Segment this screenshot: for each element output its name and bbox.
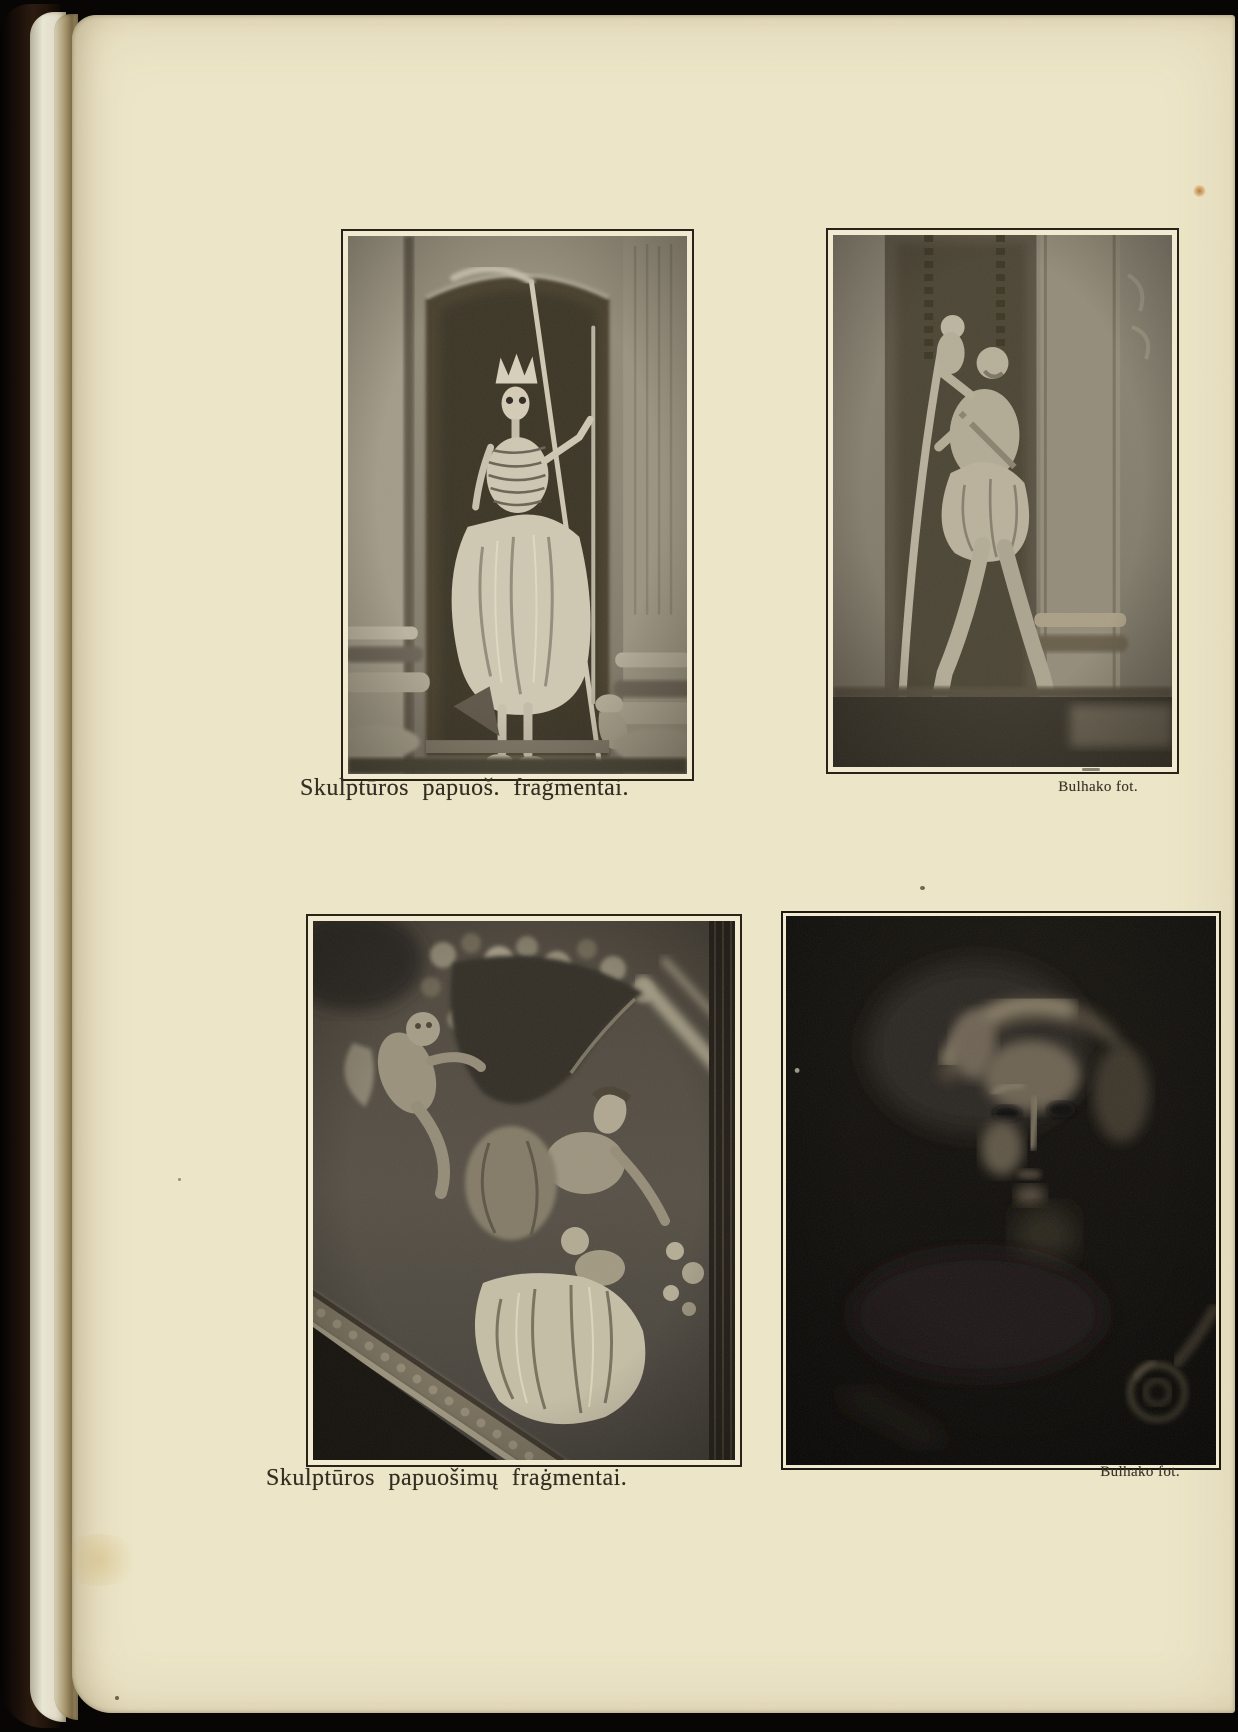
foxing-spot [1193, 185, 1206, 197]
plate-head-closeup [781, 911, 1221, 1470]
relief-photo [313, 921, 735, 1460]
paper-speck-2 [178, 1178, 181, 1181]
caption-bottom: Skulptūros papuošimų fraġmentai. [266, 1465, 628, 1491]
head-closeup-photo [786, 916, 1216, 1465]
plate-relief-fragment [306, 914, 742, 1467]
ink-speck [920, 886, 925, 890]
paper-stain [56, 1534, 142, 1586]
plate-skeleton-statue [341, 229, 694, 781]
skeleton-statue-photo [348, 236, 687, 774]
photographer-credit-bottom: Bulhako fot. [1100, 1464, 1180, 1480]
plate-christopher-statue [826, 228, 1179, 774]
paper-speck [115, 1696, 119, 1700]
photographer-credit-top: Bulhako fot. [1058, 779, 1138, 795]
christopher-statue-photo [833, 235, 1172, 767]
caption-top: Skulptūros papuoš. fraġmentai. [300, 775, 629, 801]
ink-dash [1082, 768, 1100, 771]
